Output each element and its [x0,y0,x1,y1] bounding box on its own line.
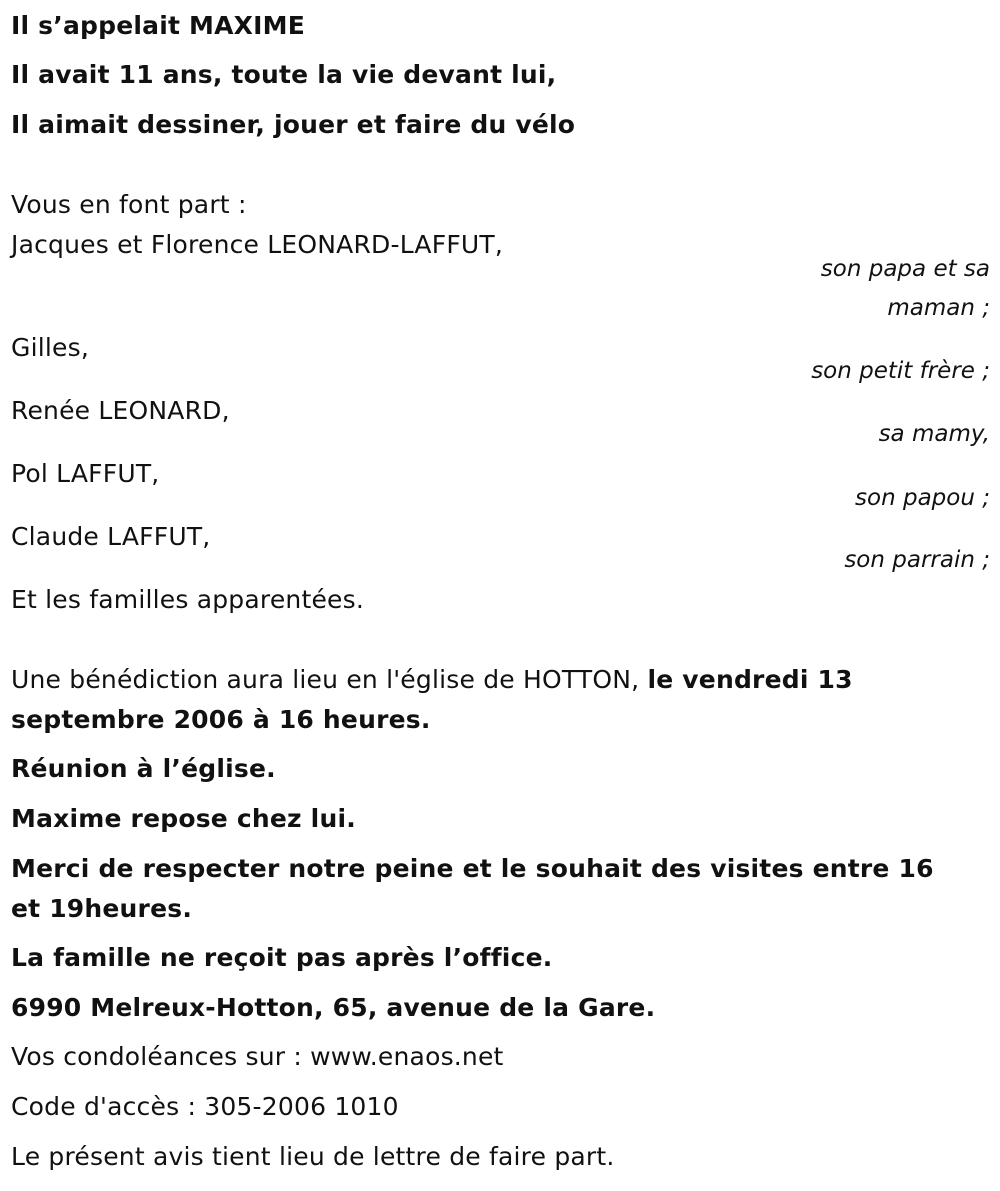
address-line: 6990 Melreux-Hotton, 65, avenue de la Gare. [11,993,656,1022]
announcer-role-grandmother: sa mamy, [878,421,990,447]
announcer-role-parents-line2: maman ; [887,295,990,321]
notice-line: Le présent avis tient lieu de lettre de faire part. [11,1142,615,1171]
rest-line: Maxime repose chez lui. [11,804,356,833]
intro-line-hobbies: Il aimait dessiner, jouer et faire du vélo [11,110,576,139]
announcer-name-parents: Jacques et Florence LEONARD-LAFFUT, [11,230,504,259]
visits-line: Merci de respecter notre peine et le souhait des visites entre 16 et 19heures. [11,854,934,923]
condolences-line: Vos condoléances sur : www.enaos.net [11,1042,504,1071]
announcer-role-grandfather: son papou ; [855,485,990,511]
announcers-heading: Vous en font part : [11,190,247,219]
blessing-prefix: Une bénédiction aura lieu en l'église de HOTTON, [11,665,640,694]
announcer-name-godfather: Claude LAFFUT, [11,522,211,551]
after-office-line: La famille ne reçoit pas après l’office. [11,943,553,972]
announcer-role-parents-line1: son papa et sa [820,256,990,282]
announcer-name-grandfather: Pol LAFFUT, [11,459,160,488]
blessing-paragraph [11,660,971,740]
intro-line-age: Il avait 11 ans, toute la vie devant lui, [11,60,557,89]
announcer-role-godfather: son parrain ; [844,547,990,573]
meeting-line: Réunion à l’église. [11,754,276,783]
announcers-closing: Et les familles apparentées. [11,585,364,614]
intro-line-name: Il s’appelait MAXIME [11,11,305,40]
access-code-line: Code d'accès : 305-2006 1010 [11,1092,399,1121]
announcer-name-grandmother: Renée LEONARD, [11,396,230,425]
blessing-date: le vendredi 13 septembre 2006 à 16 heures. [11,665,853,734]
announcer-role-brother: son petit frère ; [811,358,990,384]
announcer-name-brother: Gilles, [11,333,89,362]
